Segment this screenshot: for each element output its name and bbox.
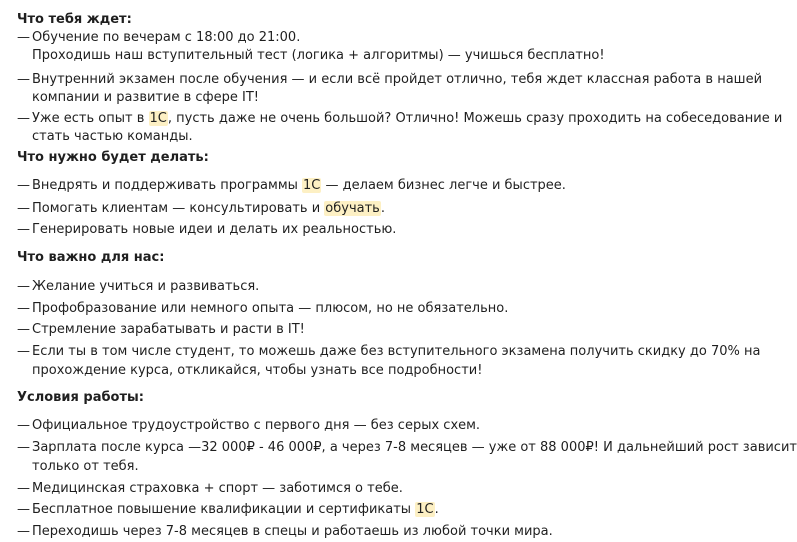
text-run: только от тебя. xyxy=(32,459,139,474)
text-run: компании и развитие в сфере IT! xyxy=(32,90,260,105)
section-heading: Что важно для нас: xyxy=(17,250,165,265)
list-item-text xyxy=(32,90,259,106)
list-item-text xyxy=(32,301,508,317)
text-run: Внедрять и поддерживать программы xyxy=(32,178,303,193)
list-item-text xyxy=(32,344,760,360)
list-item-text xyxy=(32,440,797,456)
list-item-text xyxy=(32,178,566,194)
highlighted-term: обучать xyxy=(325,201,380,216)
bullet-dash: — xyxy=(17,344,30,359)
bullet-dash: — xyxy=(17,322,30,337)
bullet-dash: — xyxy=(17,279,30,294)
bullet-dash: — xyxy=(17,301,30,316)
bullet-dash: — xyxy=(17,72,30,87)
text-run: . xyxy=(380,201,385,216)
text-run: Бесплатное повышение квалификации и сертификаты xyxy=(32,502,416,517)
list-item-text xyxy=(32,481,403,497)
text-run: Проходишь наш вступительный тест (логика + алгоритмы) — учишься бесплатно! xyxy=(32,48,605,63)
text-run: . xyxy=(434,502,439,517)
list-item-text xyxy=(32,363,482,379)
list-item-text xyxy=(32,222,396,238)
text-run: Стремление зарабатывать и расти в IT! xyxy=(32,322,305,337)
list-item-text xyxy=(32,322,305,338)
section-heading: Что нужно будет делать: xyxy=(17,150,209,165)
text-run: — делаем бизнес легче и быстрее. xyxy=(321,178,566,193)
highlighted-term: 1С xyxy=(416,502,434,517)
text-run: Официальное трудоустройство с первого дня — без серых схем. xyxy=(32,418,481,433)
highlighted-term: 1С xyxy=(303,178,321,193)
list-item-text xyxy=(32,30,300,46)
list-item-text xyxy=(32,201,385,217)
list-item-text xyxy=(32,129,193,145)
text-run: Помогать клиентам — консультировать и xyxy=(32,201,325,216)
bullet-dash: — xyxy=(17,201,30,216)
text-run: Желание учиться и развиваться. xyxy=(32,279,260,294)
text-run: стать частью команды. xyxy=(32,129,193,144)
bullet-dash: — xyxy=(17,502,30,517)
list-item-text xyxy=(32,48,605,64)
text-run: Переходишь через 7-8 месяцев в спецы и работаешь из любой точки мира. xyxy=(32,524,553,539)
bullet-dash: — xyxy=(17,178,30,193)
list-item-text xyxy=(32,111,782,127)
bullet-dash: — xyxy=(17,481,30,496)
bullet-dash: — xyxy=(17,440,30,455)
list-item-text xyxy=(32,459,139,475)
bullet-dash: — xyxy=(17,524,30,539)
text-run: прохождение курса, откликайся, чтобы узнать все подробности! xyxy=(32,363,483,378)
text-run: Обучение по вечерам с 18:00 до 21:00. xyxy=(32,30,301,45)
text-run: Если ты в том числе студент, то можешь даже без вступительного экзамена получить скидку до 70% на xyxy=(32,344,761,359)
bullet-dash: — xyxy=(17,222,30,237)
text-run: Внутренний экзамен после обучения — и если всё пройдет отлично, тебя ждет классная работа в нашей xyxy=(32,72,763,87)
list-item-text xyxy=(32,524,553,540)
bullet-dash: — xyxy=(17,30,30,45)
text-run: Генерировать новые идеи и делать их реальностью. xyxy=(32,222,397,237)
text-run: Медицинская страховка + спорт — заботимся о тебе. xyxy=(32,481,403,496)
bullet-dash: — xyxy=(17,111,30,126)
text-run: , пусть даже не очень большой? Отлично! Можешь сразу проходить на собеседование и xyxy=(167,111,783,126)
list-item-text xyxy=(32,418,480,434)
text-run: Уже есть опыт в xyxy=(32,111,149,126)
bullet-dash: — xyxy=(17,418,30,433)
section-heading: Условия работы: xyxy=(17,390,144,405)
text-run: Профобразование или немного опыта — плюсом, но не обязательно. xyxy=(32,301,509,316)
highlighted-term: 1С xyxy=(149,111,167,126)
list-item-text xyxy=(32,502,439,518)
section-heading: Что тебя ждет: xyxy=(17,12,132,27)
list-item-text xyxy=(32,279,259,295)
text-run: Зарплата после курса —32 000₽ - 46 000₽, а через 7-8 месяцев — уже от 88 000₽! И дальнейший рост зависит xyxy=(32,440,797,455)
list-item-text xyxy=(32,72,762,88)
